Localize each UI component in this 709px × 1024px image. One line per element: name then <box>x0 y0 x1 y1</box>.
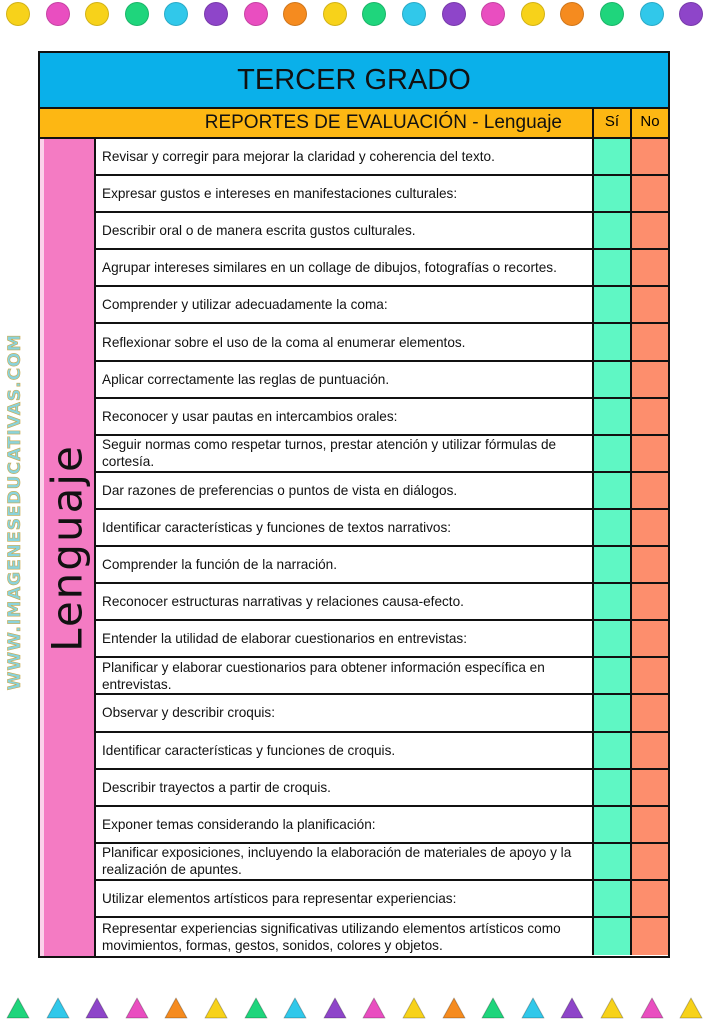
decor-dot <box>481 2 505 26</box>
decor-triangle <box>441 996 467 1020</box>
no-checkbox-cell[interactable] <box>632 473 668 508</box>
decor-dot <box>125 2 149 26</box>
no-checkbox-cell[interactable] <box>632 287 668 322</box>
decor-dot <box>6 2 30 26</box>
no-checkbox-cell[interactable] <box>632 807 668 842</box>
decor-dot <box>46 2 70 26</box>
decor-triangle <box>45 996 71 1020</box>
yes-checkbox-cell[interactable] <box>594 436 632 471</box>
decor-triangle <box>282 996 308 1020</box>
yes-checkbox-cell[interactable] <box>594 362 632 397</box>
yes-checkbox-cell[interactable] <box>594 510 632 545</box>
decor-triangle <box>401 996 427 1020</box>
yes-checkbox-cell[interactable] <box>594 621 632 656</box>
decor-dot <box>204 2 228 26</box>
decor-triangle <box>124 996 150 1020</box>
criterion-text: Seguir normas como respetar turnos, prestar atención y utilizar fórmulas de cortesía. <box>96 436 594 471</box>
table-row <box>96 324 668 361</box>
decor-triangle <box>203 996 229 1020</box>
subject-label: Lenguaje <box>42 443 92 652</box>
table-row <box>96 213 668 250</box>
no-checkbox-cell[interactable] <box>632 733 668 768</box>
decor-dot <box>283 2 307 26</box>
criterion-text: Exponer temas considerando la planificación: <box>96 807 594 842</box>
yes-checkbox-cell[interactable] <box>594 139 632 174</box>
no-checkbox-cell[interactable] <box>632 770 668 805</box>
evaluation-table <box>38 51 670 958</box>
table-row <box>96 362 668 399</box>
no-checkbox-cell[interactable] <box>632 176 668 211</box>
decor-triangle <box>599 996 625 1020</box>
yes-checkbox-cell[interactable] <box>594 695 632 730</box>
table-subtitle: REPORTES DE EVALUACIÓN - Lenguaje <box>40 109 594 137</box>
decor-triangle <box>480 996 506 1020</box>
decor-dot <box>560 2 584 26</box>
yes-checkbox-cell[interactable] <box>594 547 632 582</box>
criterion-text: Observar y describir croquis: <box>96 695 594 730</box>
no-checkbox-cell[interactable] <box>632 658 668 693</box>
criterion-text: Identificar características y funciones de croquis. <box>96 733 594 768</box>
table-row <box>96 844 668 881</box>
table-row <box>96 176 668 213</box>
yes-checkbox-cell[interactable] <box>594 918 632 955</box>
yes-checkbox-cell[interactable] <box>594 881 632 916</box>
criterion-text: Dar razones de preferencias o puntos de vista en diálogos. <box>96 473 594 508</box>
no-checkbox-cell[interactable] <box>632 436 668 471</box>
yes-checkbox-cell[interactable] <box>594 770 632 805</box>
table-row <box>96 547 668 584</box>
page-title: TERCER GRADO <box>40 53 668 109</box>
subject-sidebar <box>40 139 96 956</box>
table-header-row <box>40 109 668 139</box>
criterion-text: Reconocer y usar pautas en intercambios orales: <box>96 399 594 434</box>
yes-checkbox-cell[interactable] <box>594 807 632 842</box>
column-header-no: No <box>632 109 668 137</box>
table-row <box>96 881 668 918</box>
no-checkbox-cell[interactable] <box>632 584 668 619</box>
yes-checkbox-cell[interactable] <box>594 584 632 619</box>
column-header-yes: Sí <box>594 109 632 137</box>
criterion-text: Planificar exposiciones, incluyendo la elaboración de materiales de apoyo y la realización de apuntes. <box>96 844 594 879</box>
yes-checkbox-cell[interactable] <box>594 287 632 322</box>
decor-dot <box>85 2 109 26</box>
yes-checkbox-cell[interactable] <box>594 658 632 693</box>
no-checkbox-cell[interactable] <box>632 510 668 545</box>
criterion-text: Representar experiencias significativas utilizando elementos artísticos como movimientos, formas, gestos, sonidos, colores y objetos. <box>96 918 594 955</box>
criterion-text: Comprender y utilizar adecuadamente la coma: <box>96 287 594 322</box>
table-row <box>96 770 668 807</box>
table-row <box>96 510 668 547</box>
no-checkbox-cell[interactable] <box>632 362 668 397</box>
table-row <box>96 139 668 176</box>
no-checkbox-cell[interactable] <box>632 918 668 955</box>
table-row <box>96 250 668 287</box>
yes-checkbox-cell[interactable] <box>594 399 632 434</box>
no-checkbox-cell[interactable] <box>632 881 668 916</box>
table-row <box>96 621 668 658</box>
criterion-text: Entender la utilidad de elaborar cuestionarios en entrevistas: <box>96 621 594 656</box>
table-row <box>96 584 668 621</box>
no-checkbox-cell[interactable] <box>632 139 668 174</box>
table-row <box>96 807 668 844</box>
watermark <box>4 333 26 691</box>
watermark-text: WWW.IMAGENESEDUCATIVAS.COM <box>5 333 25 691</box>
decor-dot <box>402 2 426 26</box>
criterion-text: Describir trayectos a partir de croquis. <box>96 770 594 805</box>
criterion-text: Revisar y corregir para mejorar la claridad y coherencia del texto. <box>96 139 594 174</box>
decor-dot <box>362 2 386 26</box>
decor-triangle <box>520 996 546 1020</box>
criteria-list <box>96 139 668 955</box>
table-row <box>96 918 668 955</box>
decor-triangle <box>163 996 189 1020</box>
criterion-text: Agrupar intereses similares en un collage de dibujos, fotografías o recortes. <box>96 250 594 285</box>
decor-triangle <box>361 996 387 1020</box>
criterion-text: Planificar y elaborar cuestionarios para obtener información específica en entrevistas. <box>96 658 594 693</box>
no-checkbox-cell[interactable] <box>632 695 668 730</box>
criterion-text: Expresar gustos e intereses en manifestaciones culturales: <box>96 176 594 211</box>
criterion-text: Utilizar elementos artísticos para representar experiencias: <box>96 881 594 916</box>
bottom-triangle-border <box>0 994 709 1024</box>
decor-triangle <box>243 996 269 1020</box>
yes-checkbox-cell[interactable] <box>594 473 632 508</box>
no-checkbox-cell[interactable] <box>632 250 668 285</box>
criterion-text: Reflexionar sobre el uso de la coma al enumerar elementos. <box>96 324 594 359</box>
yes-checkbox-cell[interactable] <box>594 250 632 285</box>
top-dot-border <box>0 0 709 28</box>
decor-dot <box>244 2 268 26</box>
decor-triangle <box>678 996 704 1020</box>
decor-triangle <box>5 996 31 1020</box>
criterion-text: Comprender la función de la narración. <box>96 547 594 582</box>
yes-checkbox-cell[interactable] <box>594 176 632 211</box>
table-row <box>96 436 668 473</box>
yes-checkbox-cell[interactable] <box>594 324 632 359</box>
criterion-text: Aplicar correctamente las reglas de puntuación. <box>96 362 594 397</box>
criterion-text: Describir oral o de manera escrita gustos culturales. <box>96 213 594 248</box>
decor-triangle <box>322 996 348 1020</box>
criterion-text: Identificar características y funciones de textos narrativos: <box>96 510 594 545</box>
decor-triangle <box>84 996 110 1020</box>
decor-triangle <box>639 996 665 1020</box>
decor-dot <box>600 2 624 26</box>
no-checkbox-cell[interactable] <box>632 399 668 434</box>
table-row <box>96 695 668 732</box>
decor-dot <box>521 2 545 26</box>
criterion-text: Reconocer estructuras narrativas y relaciones causa-efecto. <box>96 584 594 619</box>
table-row <box>96 399 668 436</box>
table-row <box>96 658 668 695</box>
yes-checkbox-cell[interactable] <box>594 213 632 248</box>
decor-dot <box>679 2 703 26</box>
table-row <box>96 473 668 510</box>
table-row <box>96 733 668 770</box>
no-checkbox-cell[interactable] <box>632 547 668 582</box>
no-checkbox-cell[interactable] <box>632 844 668 879</box>
decor-dot <box>164 2 188 26</box>
table-row <box>96 287 668 324</box>
decor-dot <box>323 2 347 26</box>
no-checkbox-cell[interactable] <box>632 324 668 359</box>
yes-checkbox-cell[interactable] <box>594 844 632 879</box>
no-checkbox-cell[interactable] <box>632 213 668 248</box>
decor-dot <box>442 2 466 26</box>
no-checkbox-cell[interactable] <box>632 621 668 656</box>
yes-checkbox-cell[interactable] <box>594 733 632 768</box>
decor-triangle <box>559 996 585 1020</box>
decor-dot <box>640 2 664 26</box>
